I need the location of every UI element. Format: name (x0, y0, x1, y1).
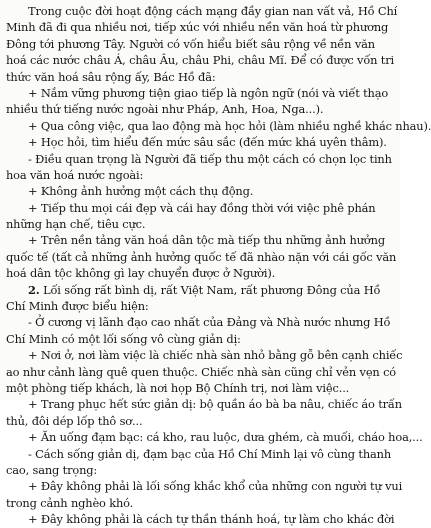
text-line: - Điều quan trọng là Người đã tiếp thu một cách có chọn lọc tinh (28, 151, 392, 166)
text-line: + Qua công việc, qua lao động mà học hỏi (làm nhiều nghề khác nhau). (28, 118, 431, 133)
text-line: quốc tế (tất cả những ảnh hưởng quốc tế đã nhào nặn với cái gốc văn (6, 249, 397, 264)
text-line: + Học hỏi, tìm hiểu đến mức sâu sắc (đến mức khá uyên thâm). (28, 135, 387, 150)
text-line: 2. Lối sống rất bình dị, rất Việt Nam, rất phương Đông của Hồ (28, 282, 381, 297)
text-line: Đông tới phương Tây. Người có vốn hiểu biết sâu rộng về nền văn (6, 36, 375, 51)
text-line: Trong cuộc đời hoạt động cách mạng đầy gian nan vất vả, Hồ Chí (28, 4, 398, 18)
text-line: hoá dân tộc không gì lay chuyển được ở Người). (6, 266, 276, 281)
text-line: + Nắm vững phương tiện giao tiếp là ngôn ngữ (nói và viết thạo (28, 85, 389, 100)
text-line: + Đây không phải là cách tự thần thánh hoá, tự làm cho khác đời (28, 512, 395, 527)
text-line: ao như cảnh làng quê quen thuộc. Chiếc nhà sàn cũng chỉ vẻn vẹn có (6, 364, 397, 379)
text-line: + Nơi ở, nơi làm việc là chiếc nhà sàn nhỏ bằng gỗ bên cạnh chiếc (28, 348, 403, 363)
text-line: - Cách sống giản dị, đạm bạc của Hồ Chí Minh lại vô cùng thanh (28, 446, 392, 461)
text-line: trong cảnh nghèo khó. (6, 495, 134, 510)
text-line: + Trang phục hết sức giản dị: bộ quần áo bà ba nâu, chiếc áo trấn (28, 397, 402, 412)
text-line: nhiều thứ tiếng nước ngoài như Pháp, Anh, Hoa, Nga...). (6, 102, 324, 117)
text-line: Minh đã đi qua nhiều nơi, tiếp xúc với nhiều nền văn hoá từ phương (6, 20, 389, 35)
text-line: + Ăn uống đạm bạc: cá kho, rau luộc, dưa ghém, cà muối, cháo hoa,... (28, 430, 423, 445)
text-line: thức văn hoá sâu rộng ấy, Bác Hồ đã: (6, 69, 216, 84)
text-line: + Đây không phải là lối sống khắc khổ của những con người tự vui (28, 479, 403, 494)
text-line: một phòng tiếp khách, là nơi họp Bộ Chính trị, nơi làm việc... (6, 380, 350, 395)
text-line: cao, sang trọng: (6, 462, 98, 477)
section-number: 2. (28, 282, 40, 297)
text-line: + Không ảnh hưởng một cách thụ động. (28, 184, 254, 199)
text-line: + Tiếp thu mọi cái đẹp và cái hay đồng thời với việc phê phán (28, 200, 376, 215)
text-line: Chí Minh được biểu hiện: (6, 299, 149, 314)
text-line: hoa văn hoá nước ngoài: (6, 167, 144, 182)
text-line: - Ở cương vị lãnh đạo cao nhất của Đảng và Nhà nước nhưng Hồ (28, 315, 391, 330)
text-line: hoá các nước châu Á, châu Âu, châu Phi, châu Mĩ. Để có được vốn tri (6, 53, 395, 68)
text-line: + Trên nền tảng văn hoá dân tộc mà tiếp thu những ảnh hưởng (28, 233, 385, 248)
text-line: thủ, đôi dép lốp thô sơ... (6, 413, 143, 428)
text-line: Chí Minh có một lối sống vô cùng giản dị: (6, 331, 241, 346)
text-line: những hạn chế, tiêu cực. (6, 217, 146, 232)
